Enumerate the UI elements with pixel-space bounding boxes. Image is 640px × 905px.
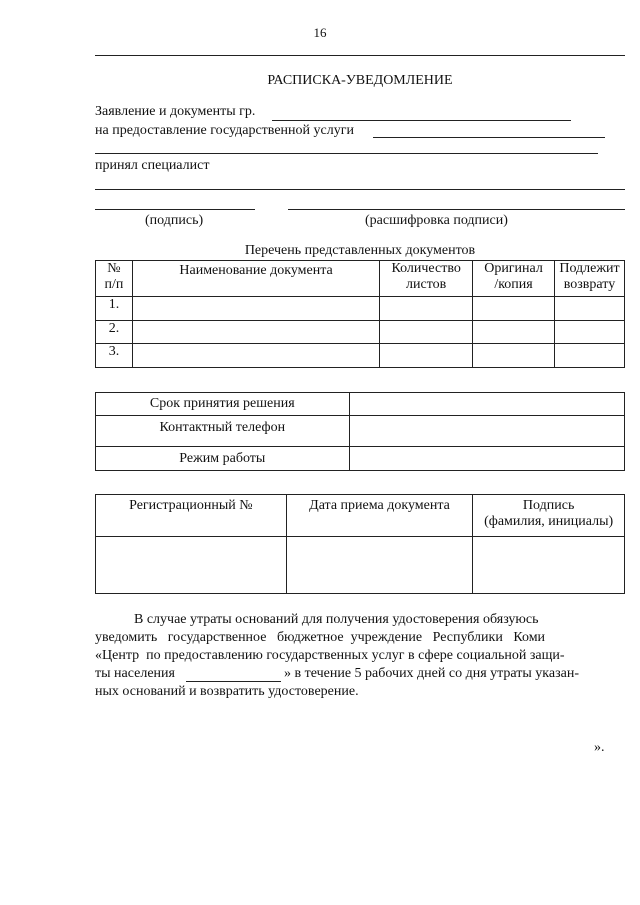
- return-cell[interactable]: [554, 297, 624, 321]
- decode-line[interactable]: [288, 209, 625, 210]
- signature-header: Подпись (фамилия, инициалы): [473, 495, 625, 537]
- notice-line-5: ных оснований и возвратить удостоверение.: [95, 684, 359, 699]
- page-number: 16: [313, 25, 327, 40]
- table-row: [96, 321, 625, 344]
- original-copy-cell[interactable]: [473, 344, 555, 368]
- info-table: [95, 392, 625, 471]
- service-field-line[interactable]: [373, 137, 605, 138]
- table-row: [96, 393, 625, 416]
- work-schedule-value[interactable]: [349, 447, 624, 471]
- decision-term-label: Срок принятия решения: [96, 393, 350, 416]
- document-name-cell[interactable]: [132, 344, 379, 368]
- document-name-cell[interactable]: [132, 321, 379, 344]
- documents-list-heading: Перечень представленных документов: [244, 243, 476, 258]
- table-row: [96, 344, 625, 368]
- institution-name-field[interactable]: [186, 681, 281, 682]
- sheet-count-cell[interactable]: [380, 297, 473, 321]
- return-cell[interactable]: [554, 321, 624, 344]
- original-copy-cell[interactable]: [473, 297, 555, 321]
- notice-line-2: уведомить государственное бюджетное учреждение Республики Коми: [95, 630, 546, 645]
- document-title: РАСПИСКА-УВЕДОМЛЕНИЕ: [267, 73, 453, 88]
- registration-table-header: [96, 495, 625, 537]
- row-number: 3.: [96, 344, 133, 368]
- col-name-header: Наименование документа: [132, 261, 379, 297]
- col-original-header: Оригинал /копия: [473, 261, 555, 297]
- col-return-header: Подлежит возврату: [554, 261, 624, 297]
- documents-table: [95, 260, 625, 368]
- contact-phone-value[interactable]: [349, 416, 624, 447]
- registration-table: [95, 494, 625, 594]
- notice-line-4a: ты населения: [95, 666, 175, 681]
- table-row: [96, 297, 625, 321]
- service-field-line-2[interactable]: [95, 153, 598, 154]
- receipt-date-cell[interactable]: [286, 537, 473, 594]
- original-copy-cell[interactable]: [473, 321, 555, 344]
- decision-term-value[interactable]: [349, 393, 624, 416]
- row-number: 1.: [96, 297, 133, 321]
- signature-line[interactable]: [95, 209, 255, 210]
- table-row: [96, 537, 625, 594]
- table-row: [96, 416, 625, 447]
- reg-number-header: Регистрационный №: [96, 495, 287, 537]
- col-num-header: № п/п: [96, 261, 133, 297]
- header-rule: [95, 55, 625, 56]
- specialist-label: принял специалист: [95, 158, 210, 173]
- return-cell[interactable]: [554, 344, 624, 368]
- applicant-field-line[interactable]: [272, 120, 571, 121]
- row-number: 2.: [96, 321, 133, 344]
- signature-caption: (подпись): [145, 213, 204, 228]
- col-count-header: Количество листов: [380, 261, 473, 297]
- reg-number-cell[interactable]: [96, 537, 287, 594]
- sheet-count-cell[interactable]: [380, 321, 473, 344]
- notice-line-1: В случае утраты оснований для получения удостоверения обязуюсь: [134, 612, 539, 627]
- table-row: [96, 447, 625, 471]
- specialist-field-line[interactable]: [95, 189, 625, 190]
- work-schedule-label: Режим работы: [96, 447, 350, 471]
- documents-table-header: [96, 261, 625, 297]
- sheet-count-cell[interactable]: [380, 344, 473, 368]
- notice-line-3: «Центр по предоставлению государственных услуг в сфере социальной защи-: [95, 648, 565, 663]
- contact-phone-label: Контактный телефон: [96, 416, 350, 447]
- notice-line-4b: » в течение 5 рабочих дней со дня утраты указан-: [284, 666, 580, 681]
- signature-cell[interactable]: [473, 537, 625, 594]
- applicant-label: Заявление и документы гр.: [95, 104, 256, 119]
- closing-mark: ».: [594, 740, 605, 755]
- decode-caption: (расшифровка подписи): [365, 213, 508, 228]
- document-name-cell[interactable]: [132, 297, 379, 321]
- service-label: на предоставление государственной услуги: [95, 123, 354, 138]
- receipt-date-header: Дата приема документа: [286, 495, 473, 537]
